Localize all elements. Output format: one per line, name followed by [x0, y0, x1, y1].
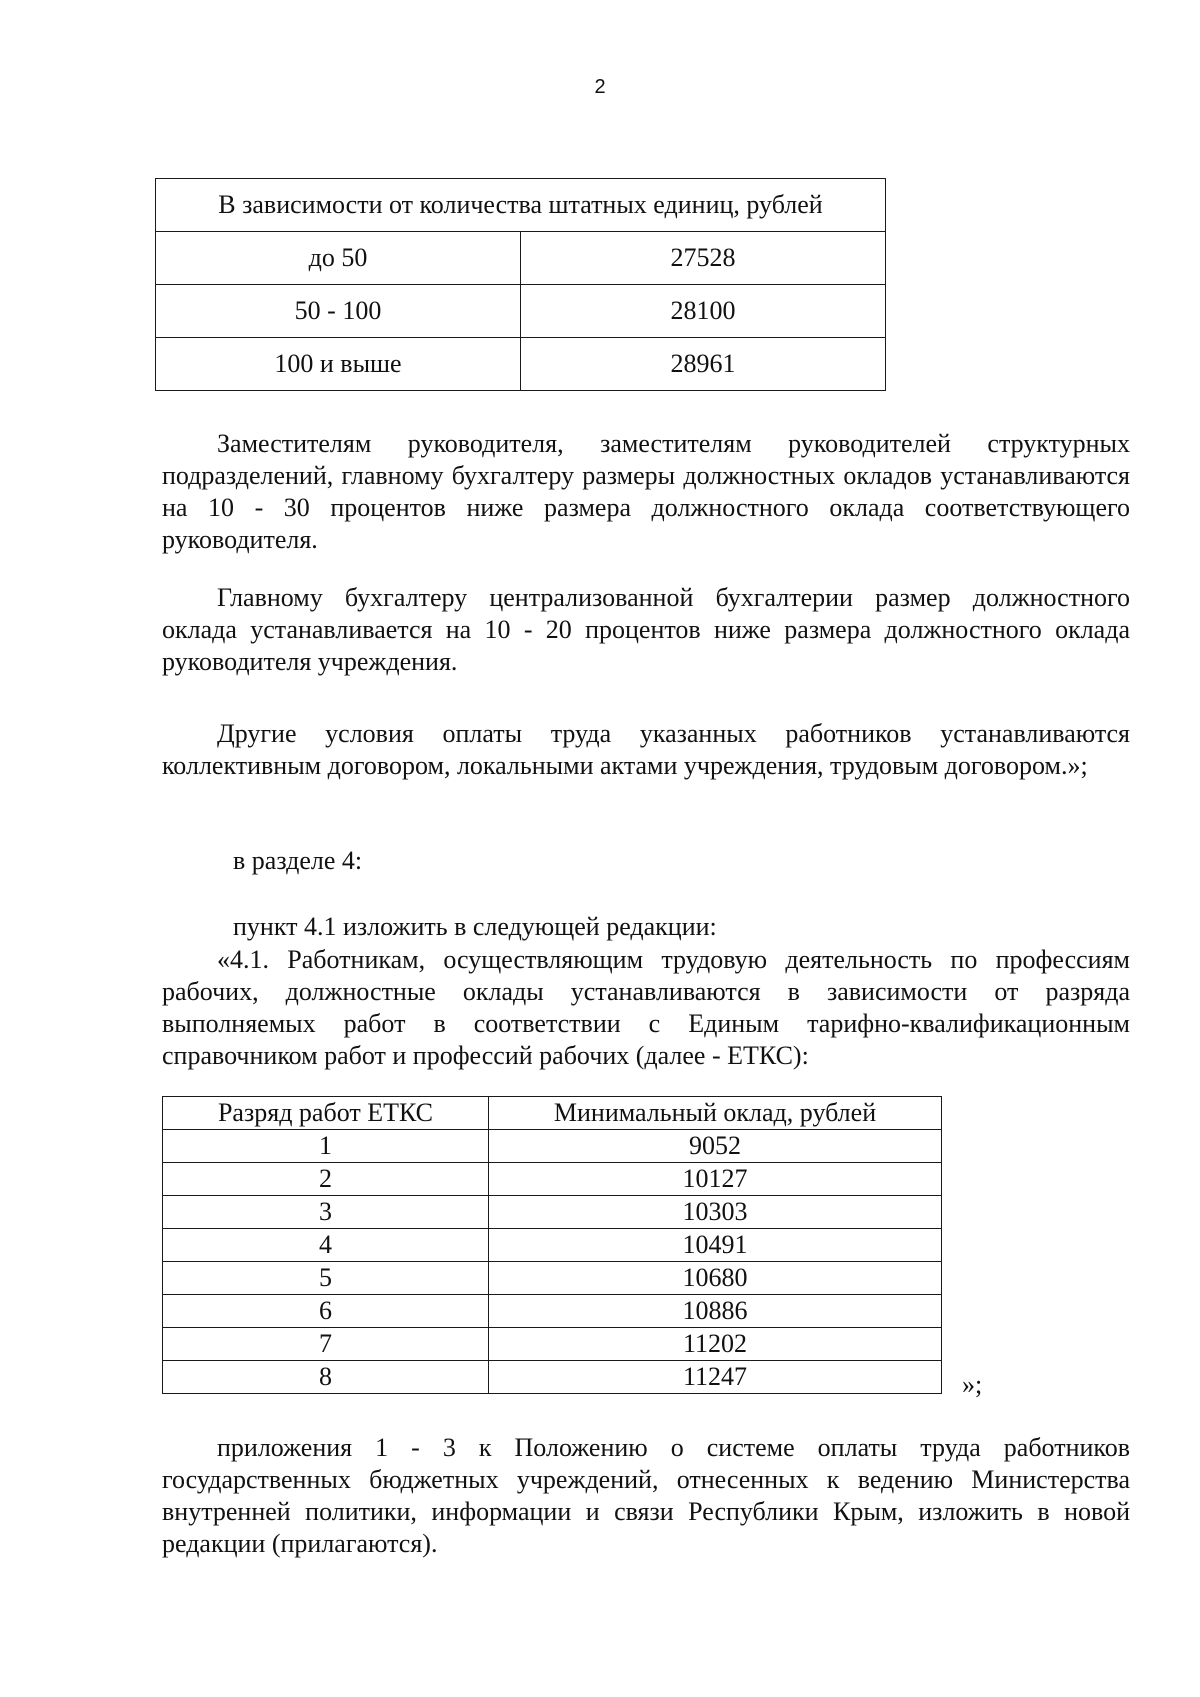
other-conditions-paragraph	[162, 718, 1130, 782]
grade-cell: 5	[163, 1262, 489, 1295]
salary-by-staff-count-table	[155, 178, 886, 391]
grade-cell: 2	[163, 1163, 489, 1196]
table-row	[156, 338, 886, 391]
table-row	[163, 1361, 942, 1394]
min-salary-cell: 10886	[489, 1295, 942, 1328]
other-conditions-paragraph-text: Другие условия оплаты труда указанных работников устанавливаются коллективным договором, локальными актами учреждения, трудовым договором.»;	[162, 719, 1130, 780]
table-header-cell: В зависимости от количества штатных единиц, рублей	[156, 179, 886, 232]
etks-minimum-salary-table	[162, 1096, 942, 1394]
closing-quote-mark: »;	[962, 1370, 983, 1399]
table-row	[163, 1328, 942, 1361]
page-number: 2	[594, 76, 606, 98]
table-row	[163, 1130, 942, 1163]
chief-accountant-paragraph	[162, 582, 1130, 678]
grade-cell: 3	[163, 1196, 489, 1229]
table-header-row	[163, 1097, 942, 1130]
min-salary-cell: 11247	[489, 1361, 942, 1394]
min-salary-cell: 10680	[489, 1262, 942, 1295]
grade-cell: 8	[163, 1361, 489, 1394]
min-salary-cell: 11202	[489, 1328, 942, 1361]
point41-paragraph	[162, 944, 1130, 1072]
deputies-paragraph-text: Заместителям руководителя, заместителям руководителей структурных подразделений, главному бухгалтеру размеры должностных окладов устанавливаются на 10 - 30 процентов ниже размера должностного оклада соответствующего руководителя.	[162, 429, 1130, 554]
min-salary-cell: 10127	[489, 1163, 942, 1196]
chief-accountant-paragraph-text: Главному бухгалтеру централизованной бухгалтерии размер должностного оклада устанавливается на 10 - 20 процентов ниже размера должностного оклада руководителя учреждения.	[162, 583, 1130, 676]
min-salary-cell: 10491	[489, 1229, 942, 1262]
table-row	[163, 1196, 942, 1229]
table-row	[163, 1229, 942, 1262]
staff-range-cell: 100 и выше	[156, 338, 521, 391]
salary-amount-cell: 28100	[521, 285, 886, 338]
salary-amount-cell: 27528	[521, 232, 886, 285]
section4-line: в разделе 4:	[233, 846, 363, 875]
staff-range-cell: до 50	[156, 232, 521, 285]
table-row	[163, 1163, 942, 1196]
table-row	[156, 232, 886, 285]
staff-range-cell: 50 - 100	[156, 285, 521, 338]
min-salary-cell: 9052	[489, 1130, 942, 1163]
grade-cell: 6	[163, 1295, 489, 1328]
deputies-paragraph	[162, 428, 1130, 556]
grade-cell: 7	[163, 1328, 489, 1361]
min-salary-cell: 10303	[489, 1196, 942, 1229]
table-header-row	[156, 179, 886, 232]
point41-intro-line: пункт 4.1 изложить в следующей редакции:	[233, 912, 717, 941]
salary-column-header: Минимальный оклад, рублей	[489, 1097, 942, 1130]
appendices-paragraph	[162, 1432, 1130, 1560]
appendices-paragraph-text: приложения 1 - 3 к Положению о системе оплаты труда работников государственных бюджетных учреждений, отнесенных к ведению Министерства внутренней политики, информации и связи Республики Крым, изложить в новой редакции (прилагаются).	[162, 1433, 1130, 1558]
grade-column-header: Разряд работ ЕТКС	[163, 1097, 489, 1130]
table-row	[163, 1262, 942, 1295]
table-row	[163, 1295, 942, 1328]
table-row	[156, 285, 886, 338]
grade-cell: 1	[163, 1130, 489, 1163]
salary-amount-cell: 28961	[521, 338, 886, 391]
grade-cell: 4	[163, 1229, 489, 1262]
point41-paragraph-text: «4.1. Работникам, осуществляющим трудовую деятельность по профессиям рабочих, должностные оклады устанавливаются в зависимости от разряда выполняемых работ в соответствии с Единым тарифно-квалификационным справочником работ и профессий рабочих (далее - ЕТКС):	[162, 945, 1130, 1070]
